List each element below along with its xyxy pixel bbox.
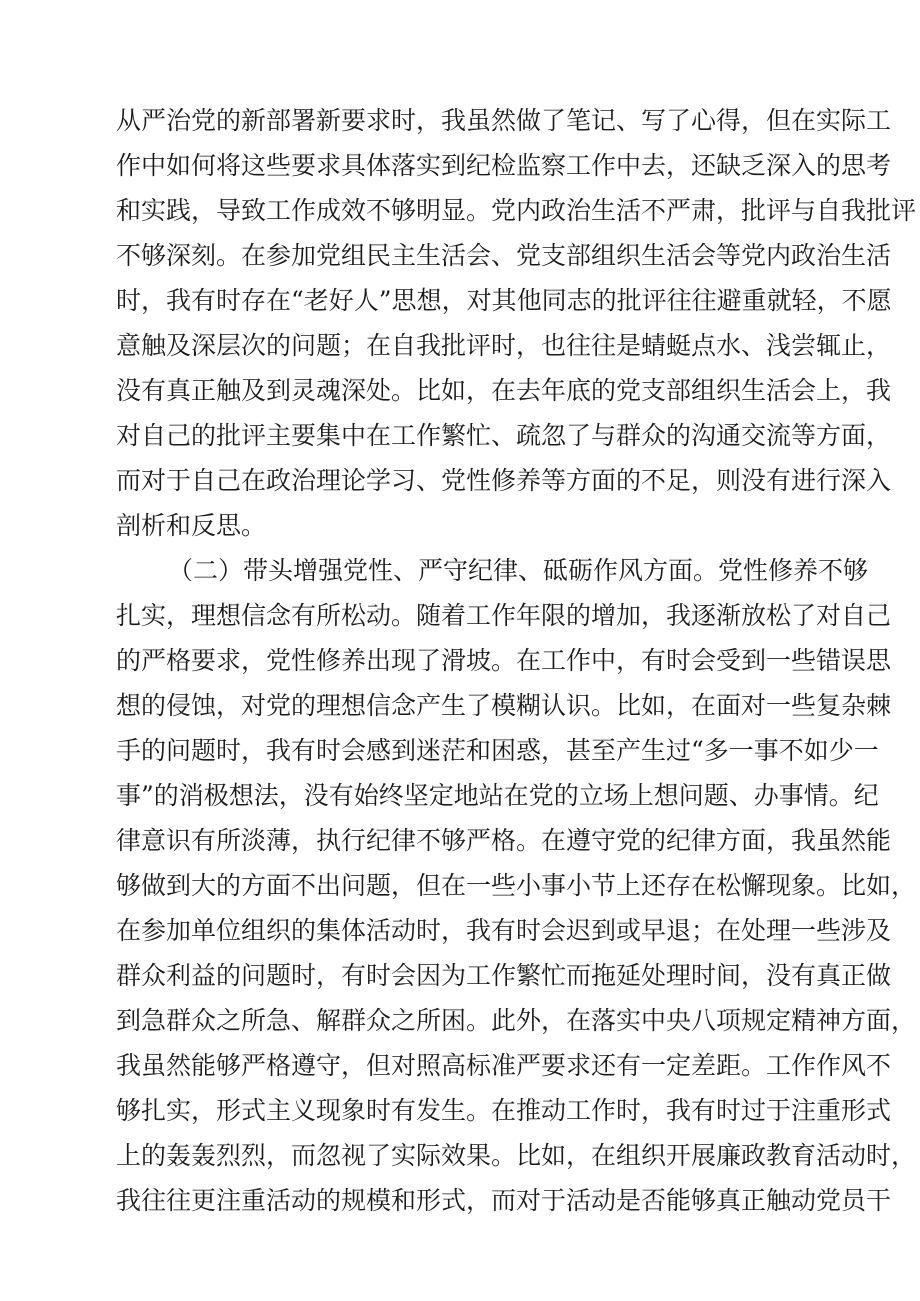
text-line: 从严治党的新部署新要求时，我虽然做了笔记、写了心得，但在实际工: [116, 106, 892, 135]
text-line: 剖析和反思。: [116, 511, 267, 540]
text-line: 的严格要求，党性修养出现了滑坡。在工作中，有时会受到一些错误思: [116, 646, 892, 675]
section-heading-line: （二）带头增强党性、严守纪律、砥砺作风方面。党性修养不够: [168, 556, 869, 585]
text-line: 事”的消极想法，没有始终坚定地站在党的立场上想问题、办事情。纪: [116, 781, 879, 810]
text-line: 我虽然能够严格遵守，但对照高标准严要求还有一定差距。工作作风不: [116, 1051, 892, 1080]
text-line: 在参加单位组织的集体活动时，我有时会迟到或早退；在处理一些涉及: [116, 916, 892, 945]
text-line: 上的轰轰烈烈，而忽视了实际效果。比如，在组织开展廉政教育活动时，: [116, 1141, 917, 1170]
text-line: 对自己的批评主要集中在工作繁忙、疏忽了与群众的沟通交流等方面，: [116, 421, 892, 450]
text-line: 不够深刻。在参加党组民主生活会、党支部组织生活会等党内政治生活: [116, 241, 892, 270]
text-line: 律意识有所淡薄，执行纪律不够严格。在遵守党的纪律方面，我虽然能: [116, 826, 892, 855]
text-line: 而对于自己在政治理论学习、党性修养等方面的不足，则没有进行深入: [116, 466, 892, 495]
text-line: 和实践，导致工作成效不够明显。党内政治生活不严肃，批评与自我批评: [116, 196, 917, 225]
text-line: 我往往更注重活动的规模和形式，而对于活动是否能够真正触动党员干: [116, 1186, 892, 1215]
text-line: 时，我有时存在“老好人”思想，对其他同志的批评往往避重就轻，不愿: [116, 286, 892, 315]
text-line: 意触及深层次的问题；在自我批评时，也往往是蜻蜓点水、浅尝辄止，: [116, 331, 892, 360]
text-line: 扎实，理想信念有所松动。随着工作年限的增加，我逐渐放松了对自己: [116, 601, 892, 630]
text-line: 作中如何将这些要求具体落实到纪检监察工作中去，还缺乏深入的思考: [116, 151, 892, 180]
text-line: 够扎实，形式主义现象时有发生。在推动工作时，我有时过于注重形式: [116, 1096, 892, 1125]
text-line: 手的问题时，我有时会感到迷茫和困惑，甚至产生过“多一事不如少一: [116, 736, 879, 765]
text-line: 到急群众之所急、解群众之所困。此外，在落实中央八项规定精神方面，: [116, 1006, 917, 1035]
text-line: 没有真正触及到灵魂深处。比如，在去年底的党支部组织生活会上，我: [116, 376, 892, 405]
text-line: 够做到大的方面不出问题，但在一些小事小节上还存在松懈现象。比如，: [116, 871, 917, 900]
text-line: 想的侵蚀，对党的理想信念产生了模糊认识。比如，在面对一些复杂棘: [116, 691, 892, 720]
text-line: 群众利益的问题时，有时会因为工作繁忙而拖延处理时间，没有真正做: [116, 961, 892, 990]
